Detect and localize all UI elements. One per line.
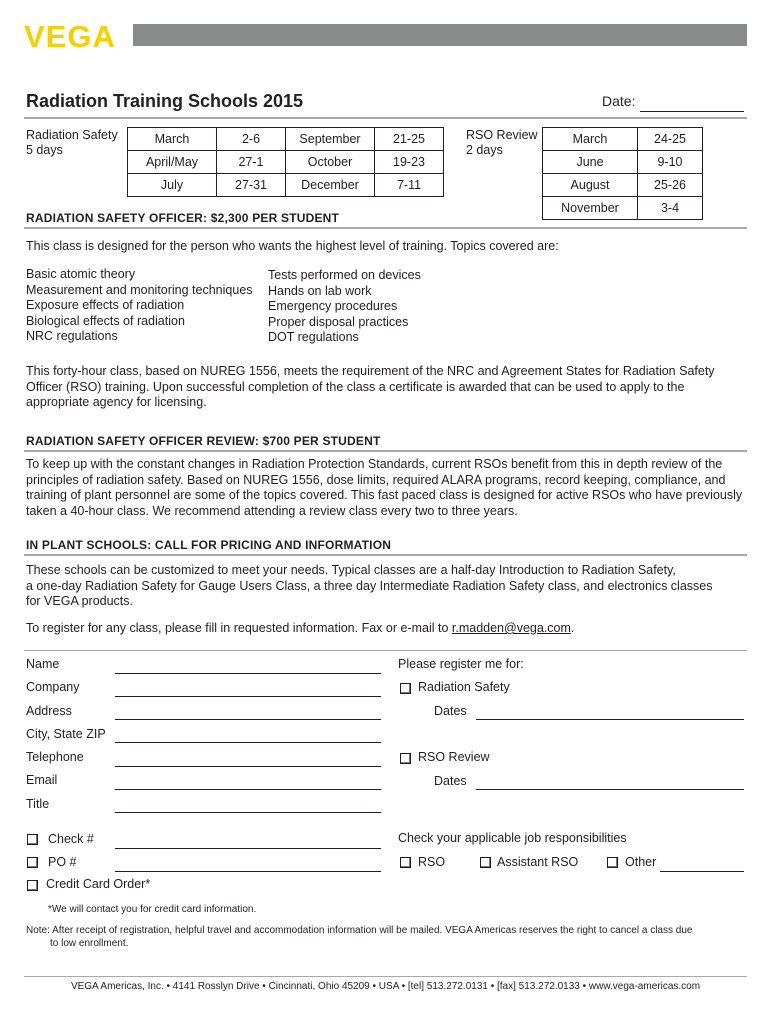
- rso-review-option: RSO Review: [418, 750, 490, 764]
- rso-review-checkbox[interactable]: [400, 753, 411, 764]
- month-cell: April/May: [128, 151, 217, 174]
- review-description: To keep up with the constant changes in Radiation Protection Standards, current RSOs benefit from this in depth review of the principles of radiation safety. Based on NUREG 1556, dose limits, required ALARA programs, record keeping, compliance, and training of plant personnel are some of the topics covered. This fast paced class is designed for active RSOs who have previously taken a 40-hour class. We recommend attending a review class every two to three years.: [26, 457, 743, 518]
- month-cell: March: [543, 128, 638, 151]
- credit-card-note: *We will contact you for credit card information.: [48, 904, 257, 915]
- credit-card-checkbox[interactable]: [27, 880, 38, 891]
- inplant-description: [26, 563, 756, 610]
- list-item: Emergency procedures: [268, 299, 398, 314]
- job-other-label: Other: [625, 855, 657, 869]
- table-row: [543, 174, 703, 197]
- rso-description: This forty-hour class, based on NUREG 1556, meets the requirement of the NRC and Agreement States for Radiation Safety Officer (RSO) training. Upon successful completion of the class a certificate is awarded that can be used to apply to the appropriate agency for licensing.: [26, 364, 715, 409]
- name-label: Name: [26, 657, 60, 671]
- days-cell: 27-31: [217, 174, 286, 197]
- topics-left-list: [26, 267, 253, 345]
- month-cell: December: [286, 174, 375, 197]
- rs-course-duration: 5 days: [26, 143, 63, 157]
- job-other-field[interactable]: [660, 871, 744, 872]
- table-row: [543, 128, 703, 151]
- form-divider: [24, 650, 747, 651]
- name-field[interactable]: [115, 673, 381, 674]
- address-field[interactable]: [115, 719, 381, 720]
- email-label: Email: [26, 773, 58, 787]
- list-item: Proper disposal practices: [268, 314, 409, 329]
- check-number-field[interactable]: [115, 848, 381, 849]
- days-cell: 19-23: [375, 151, 444, 174]
- register-for-label: Please register me for:: [398, 657, 524, 671]
- days-cell: 27-1: [217, 151, 286, 174]
- note-line: Note: After receipt of registration, helpful travel and accommodation information will be mailed. VEGA Americas reserves the right to cancel a class due: [26, 925, 693, 936]
- check-checkbox[interactable]: [27, 834, 38, 845]
- review-dates-label: Dates: [434, 774, 467, 788]
- table-row: [128, 174, 444, 197]
- company-field[interactable]: [115, 696, 381, 697]
- title-field[interactable]: [115, 812, 381, 813]
- job-rso-label: RSO: [418, 855, 446, 869]
- footer-divider: [24, 976, 747, 977]
- date-field[interactable]: [640, 111, 744, 112]
- city-label: City, State ZIP: [26, 727, 106, 741]
- inplant-line: a one-day Radiation Safety for Gauge Users Class, a three day Intermediate Radiation Safety class, and electronics classes: [26, 578, 713, 593]
- review-dates-field[interactable]: [476, 789, 744, 790]
- table-row: [128, 151, 444, 174]
- po-number-field[interactable]: [115, 871, 381, 872]
- list-item: Biological effects of radiation: [26, 313, 185, 328]
- month-cell: November: [543, 197, 638, 220]
- month-cell: June: [543, 151, 638, 174]
- section-divider: [24, 227, 747, 229]
- review-course-label: [466, 128, 538, 158]
- vega-logo: VEGA: [24, 19, 116, 54]
- topics-right-list: [268, 268, 421, 346]
- title-label: Title: [26, 797, 50, 811]
- inplant-line: These schools can be customized to meet your needs. Typical classes are a half-day Introduction to Radiation Safety,: [26, 563, 676, 577]
- days-cell: 21-25: [375, 128, 444, 151]
- footer-contact: VEGA Americas, Inc. • 4141 Rosslyn Drive • Cincinnati, Ohio 45209 • USA • [tel] 513.272.0131 • [fax] 513.272.0133 • www.vega-americas.com: [70, 981, 701, 992]
- section-divider: [24, 450, 747, 452]
- registration-note: [26, 924, 692, 950]
- city-field[interactable]: [115, 742, 381, 743]
- register-text: To register for any class, please fill in requested information. Fax or e-mail to: [26, 621, 452, 635]
- rs-course-name: Radiation Safety: [26, 128, 118, 142]
- note-line: to low enrollment.: [50, 938, 129, 949]
- review-heading: RADIATION SAFETY OFFICER REVIEW: $700 PER STUDENT: [26, 434, 381, 448]
- month-cell: October: [286, 151, 375, 174]
- job-heading: Check your applicable job responsibilities: [398, 831, 627, 845]
- rs-schedule-table: [127, 127, 444, 197]
- register-instructions: [26, 621, 574, 637]
- list-item: NRC regulations: [26, 329, 118, 344]
- rs-dates-field[interactable]: [476, 719, 744, 720]
- month-cell: March: [128, 128, 217, 151]
- rso-heading: RADIATION SAFETY OFFICER: $2,300 PER STUDENT: [26, 211, 340, 225]
- telephone-field[interactable]: [115, 766, 381, 767]
- section-divider: [24, 554, 747, 556]
- po-label: PO #: [48, 855, 77, 869]
- rs-course-label: [26, 128, 118, 158]
- job-rso-checkbox[interactable]: [400, 857, 411, 868]
- page-title: Radiation Training Schools 2015: [26, 91, 304, 111]
- table-row: [543, 197, 703, 220]
- date-label: Date:: [602, 93, 636, 109]
- rs-dates-label: Dates: [434, 704, 467, 718]
- month-cell: September: [286, 128, 375, 151]
- review-course-duration: 2 days: [466, 143, 503, 157]
- job-assistant-label: Assistant RSO: [497, 855, 579, 869]
- list-item: Exposure effects of radiation: [26, 298, 185, 313]
- days-cell: 2-6: [217, 128, 286, 151]
- title-divider: [24, 117, 747, 119]
- radiation-safety-checkbox[interactable]: [400, 683, 411, 694]
- review-course-name: RSO Review: [466, 128, 538, 142]
- list-item: Basic atomic theory: [26, 267, 136, 281]
- credit-card-label: Credit Card Order*: [46, 877, 151, 891]
- list-item: Measurement and monitoring techniques: [26, 282, 253, 297]
- inplant-heading: IN PLANT SCHOOLS: CALL FOR PRICING AND INFORMATION: [26, 538, 392, 552]
- radiation-safety-option: Radiation Safety: [418, 680, 510, 694]
- rso-intro: This class is designed for the person who wants the highest level of training. Topics covered are:: [26, 239, 559, 253]
- table-row: [128, 128, 444, 151]
- job-assistant-checkbox[interactable]: [480, 857, 491, 868]
- list-item: Tests performed on devices: [268, 268, 421, 282]
- days-cell: 25-26: [638, 174, 703, 197]
- list-item: DOT regulations: [268, 330, 359, 345]
- header-bar: [133, 24, 747, 46]
- job-other-checkbox[interactable]: [607, 857, 618, 868]
- register-suffix: .: [570, 621, 575, 635]
- inplant-line: for VEGA products.: [26, 594, 133, 608]
- days-cell: 9-10: [638, 151, 703, 174]
- po-checkbox[interactable]: [27, 857, 38, 868]
- company-label: Company: [26, 680, 80, 694]
- days-cell: 7-11: [375, 174, 444, 197]
- list-item: Hands on lab work: [268, 283, 372, 298]
- email-field[interactable]: [115, 789, 381, 790]
- table-row: [543, 151, 703, 174]
- days-cell: 24-25: [638, 128, 703, 151]
- month-cell: July: [128, 174, 217, 197]
- days-cell: 3-4: [638, 197, 703, 220]
- check-label: Check #: [48, 832, 94, 846]
- address-label: Address: [26, 704, 72, 718]
- telephone-label: Telephone: [26, 750, 84, 764]
- review-schedule-table: [542, 127, 703, 220]
- email-link[interactable]: r.madden@vega.com: [451, 621, 571, 635]
- month-cell: August: [543, 174, 638, 197]
